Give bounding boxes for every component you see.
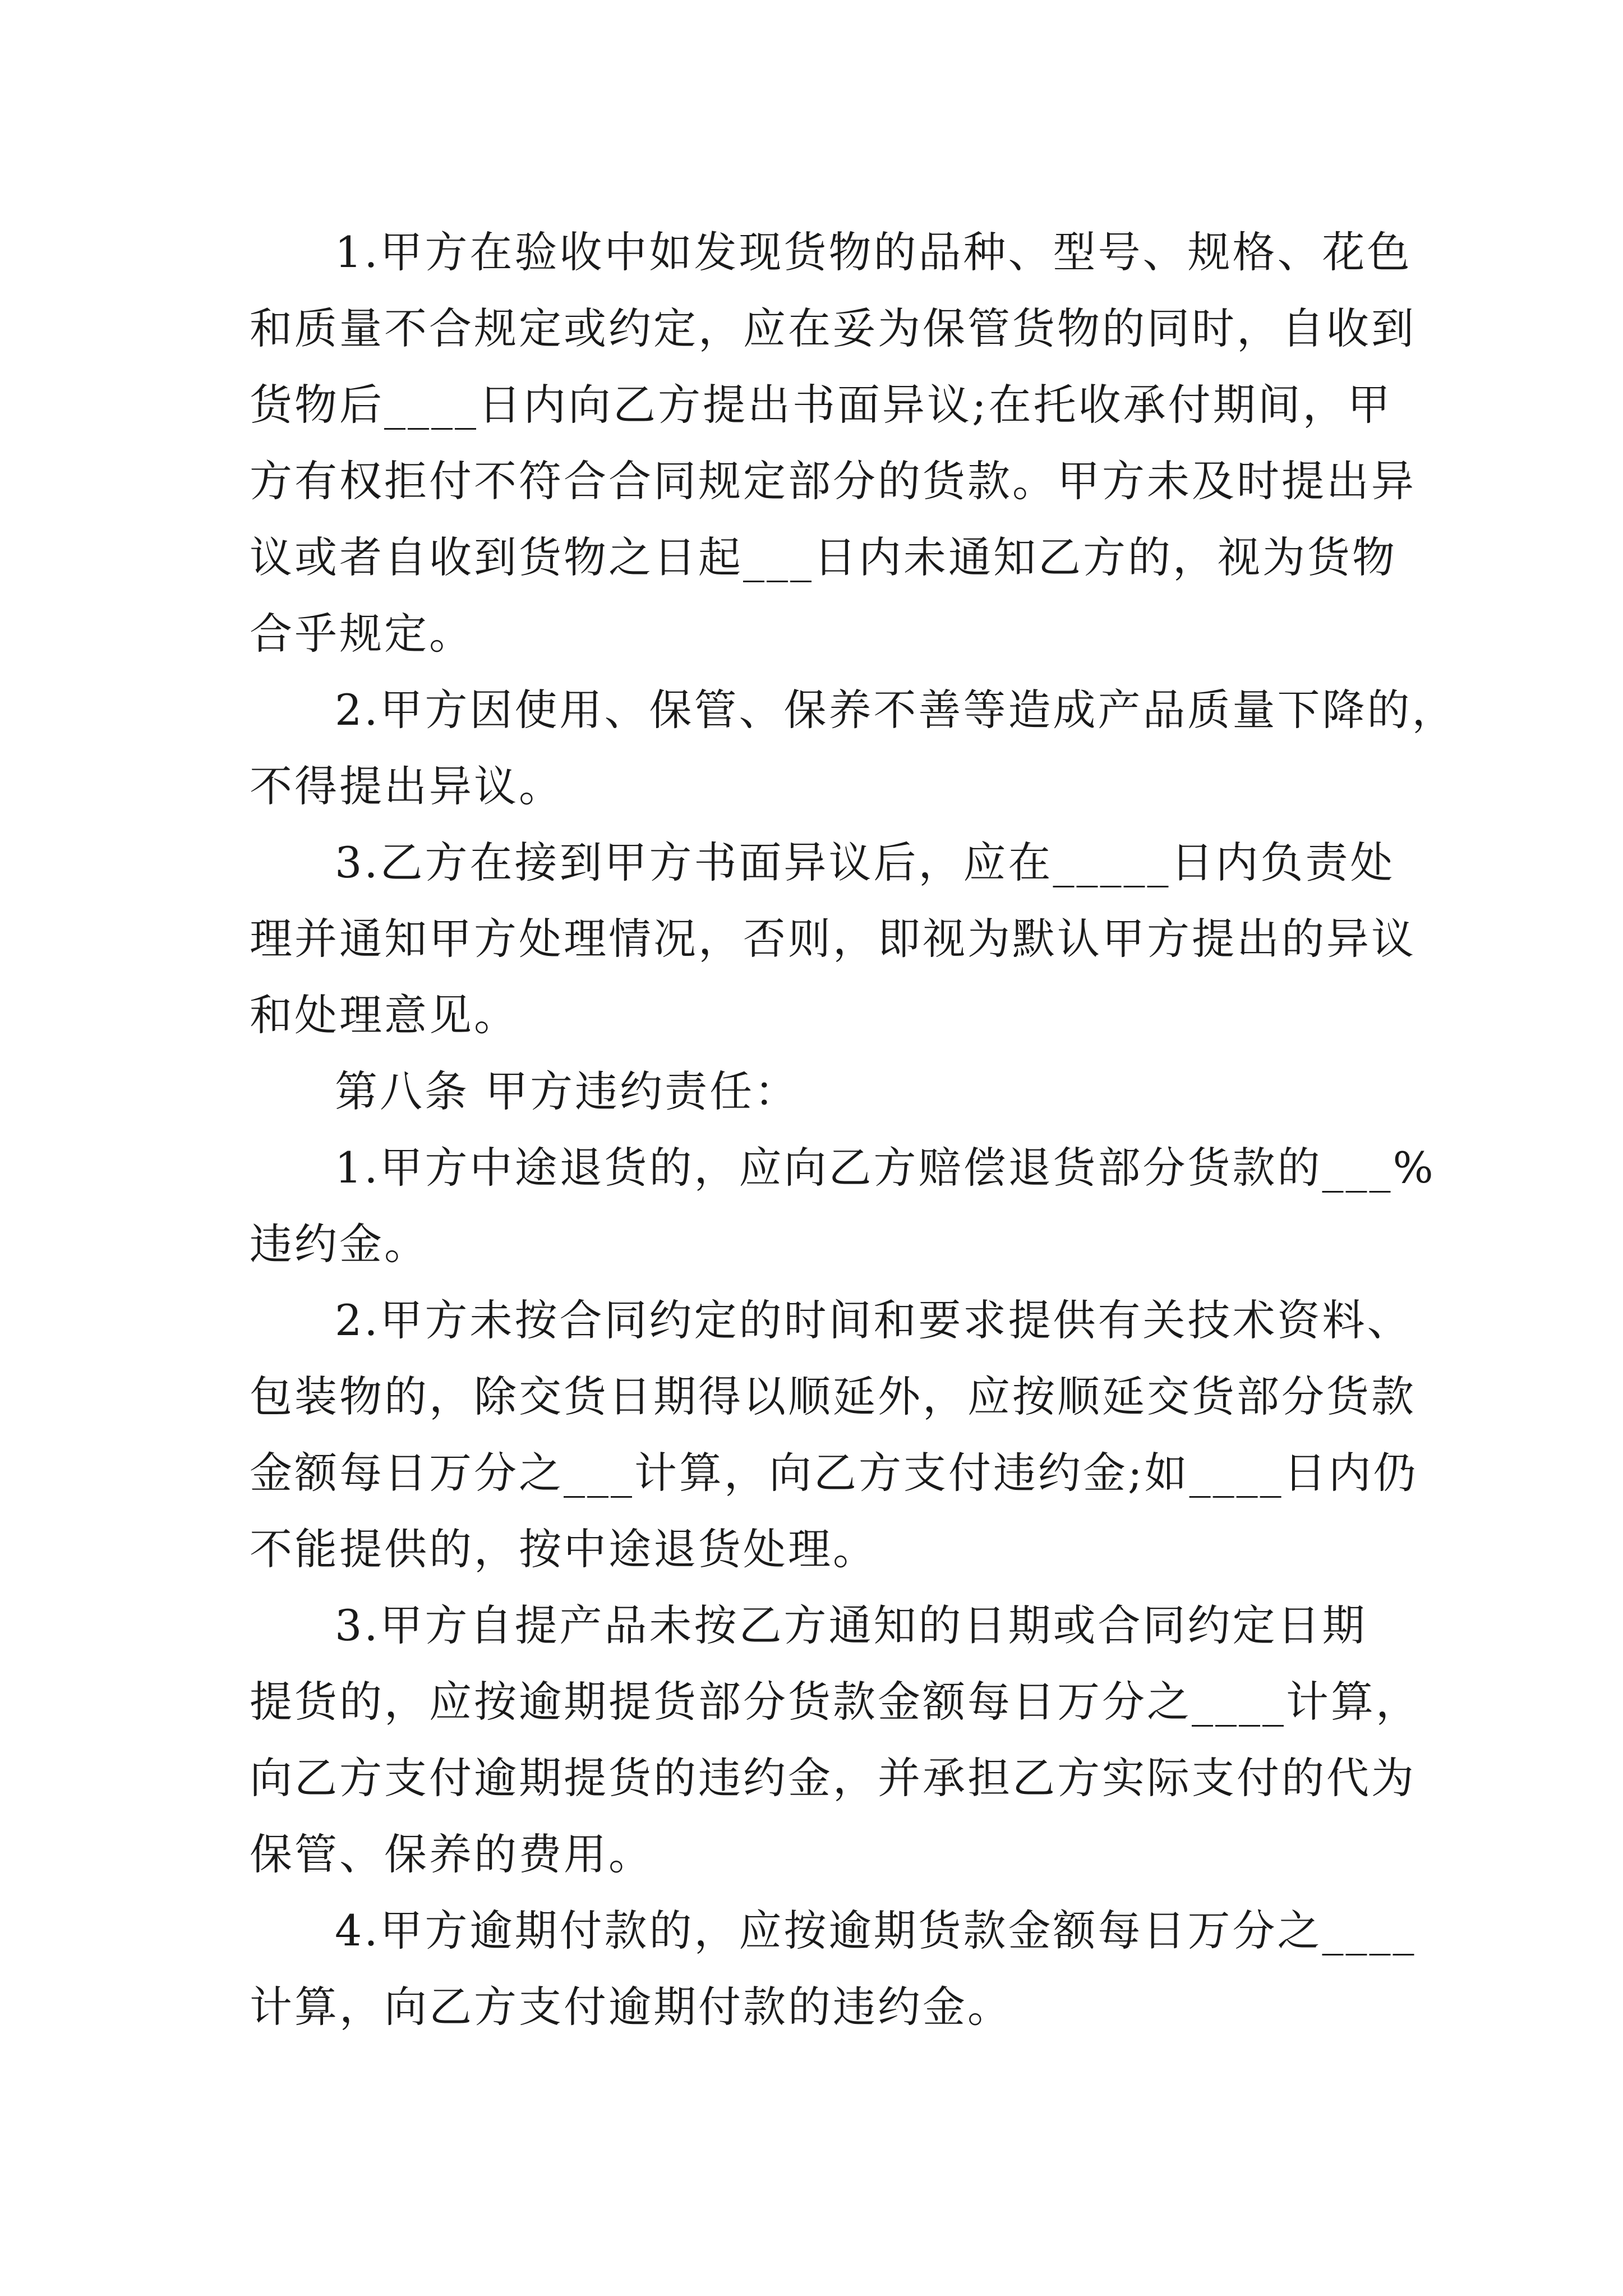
text-line: 保管、保养的费用。 xyxy=(250,1829,653,1879)
section-heading: 第八条 甲方违约责任： xyxy=(335,1066,800,1116)
text-line: 提货的，应按逾期提货部分货款金额每日万分之____计算， xyxy=(250,1677,1421,1727)
text-line: 4.甲方逾期付款的，应按逾期货款金额每日万分之____ xyxy=(335,1906,1417,1955)
text-line: 3.甲方自提产品未按乙方通知的日期或合同约定日期 xyxy=(335,1600,1367,1650)
text-line: 1.甲方在验收中如发现货物的品种、型号、规格、花色 xyxy=(335,227,1412,277)
text-line: 和质量不合规定或约定，应在妥为保管货物的同时，自收到 xyxy=(250,303,1416,353)
text-line: 3.乙方在接到甲方书面异议后，应在_____日内负责处 xyxy=(335,838,1395,887)
document-body xyxy=(250,214,1457,2045)
text-line: 货物后____日内向乙方提出书面异议;在托收承付期间，甲 xyxy=(250,380,1393,430)
text-line: 不能提供的，按中途退货处理。 xyxy=(250,1524,878,1574)
text-line: 2.甲方未按合同约定的时间和要求提供有关技术资料、 xyxy=(335,1295,1412,1345)
text-line: 向乙方支付逾期提货的违约金，并承担乙方实际支付的代为 xyxy=(250,1753,1416,1803)
text-line: 和处理意见。 xyxy=(250,990,519,1040)
text-line: 理并通知甲方处理情况，否则，即视为默认甲方提出的异议 xyxy=(250,914,1416,964)
text-line: 计算，向乙方支付逾期付款的违约金。 xyxy=(250,1982,1012,2032)
text-line: 违约金。 xyxy=(250,1219,429,1269)
text-line: 金额每日万分之___计算，向乙方支付违约金;如____日内仍 xyxy=(250,1448,1418,1498)
text-line: 1.甲方中途退货的，应向乙方赔偿退货部分货款的___% xyxy=(335,1143,1436,1193)
text-line: 合乎规定。 xyxy=(250,609,474,659)
text-line: 2.甲方因使用、保管、保养不善等造成产品质量下降的， xyxy=(335,685,1457,735)
text-line: 方有权拒付不符合合同规定部分的货款。甲方未及时提出异 xyxy=(250,456,1416,506)
text-line: 包装物的，除交货日期得以顺延外，应按顺延交货部分货款 xyxy=(250,1372,1416,1421)
text-line: 不得提出异议。 xyxy=(250,761,564,811)
text-line: 议或者自收到货物之日起___日内未通知乙方的，视为货物 xyxy=(250,532,1397,582)
